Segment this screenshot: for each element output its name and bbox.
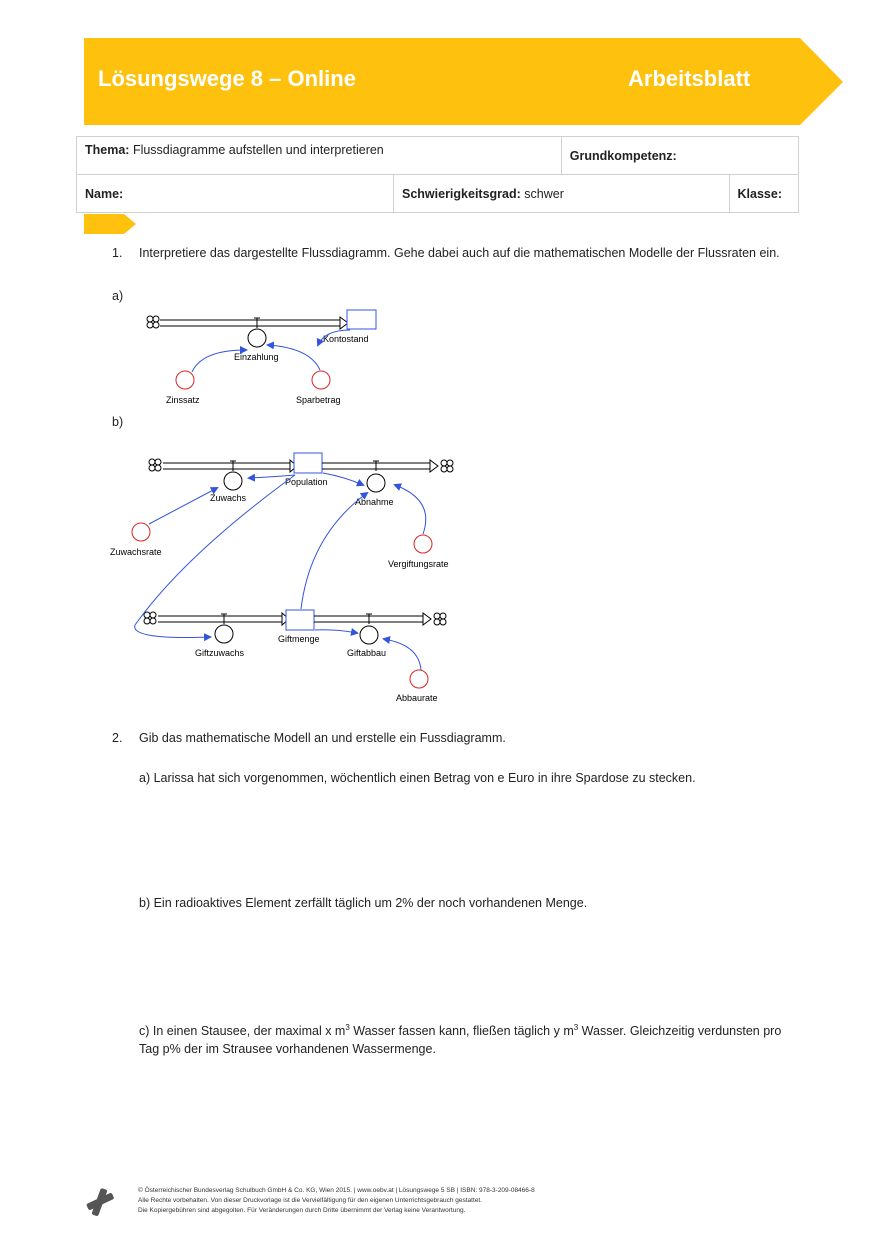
label-population: Population xyxy=(285,477,328,487)
stock-giftmenge xyxy=(286,610,314,630)
flow-valve-zuwachs xyxy=(224,472,242,490)
label-kontostand: Kontostand xyxy=(323,334,369,344)
schwierigkeit-value: schwer xyxy=(524,186,564,201)
task2-c-line1 xyxy=(139,1018,804,1041)
name-label: Name: xyxy=(85,186,124,201)
flow-diagram-b xyxy=(105,445,475,710)
document-type: Arbeitsblatt xyxy=(628,66,751,91)
footer-line2: Alle Rechte vorbehalten. Von dieser Druckvorlage ist die Vervielfältigung für den eigenen Unterrichtsgebrauch gestattet. xyxy=(138,1197,482,1204)
label-giftzuwachs: Giftzuwachs xyxy=(195,648,245,658)
publisher-logo-icon xyxy=(84,1186,116,1218)
header-banner xyxy=(0,0,890,130)
cloud-source-icon xyxy=(147,316,159,328)
flow-diagram-a xyxy=(140,300,420,415)
label-giftmenge: Giftmenge xyxy=(278,634,320,644)
footer-text xyxy=(138,1186,535,1216)
label-abbaurate: Abbaurate xyxy=(396,693,438,703)
task2-c-line2: Tag p% der im Strausee vorhandenen Wassermenge. xyxy=(139,1042,436,1056)
thema-label: Thema: xyxy=(85,143,130,157)
task2-c-sup1: 3 xyxy=(345,1023,350,1032)
thema-value: Flussdiagramme aufstellen und interpretieren xyxy=(132,143,384,157)
task1-part-a-label: a) xyxy=(112,289,124,303)
flow-valve-einzahlung xyxy=(248,329,266,347)
task2-b: b) Ein radioaktives Element zerfällt täglich um 2% der noch vorhandenen Menge. xyxy=(139,896,588,910)
label-einzahlung: Einzahlung xyxy=(234,352,279,362)
klasse-label: Klasse: xyxy=(737,186,783,201)
footer-line3: Die Kopiergebühren sind abgegolten. Für Veränderungen durch Dritte übernimmt der Verlag keine Verantwortung. xyxy=(138,1207,466,1214)
aux-abbaurate xyxy=(410,670,428,688)
task2-c-sup2: 3 xyxy=(573,1023,579,1032)
label-sparbetrag: Sparbetrag xyxy=(296,395,341,405)
label-abnahme: Abnahme xyxy=(355,497,394,507)
aux-zuwachsrate xyxy=(132,523,150,541)
task2-c-part1: c) In einen Stausee, der maximal x m xyxy=(139,1024,346,1039)
label-vergiftungsrate: Vergiftungsrate xyxy=(388,559,449,569)
schwierigkeit-cell xyxy=(394,175,730,213)
task2-c-part2: Wasser fassen kann, fließen täglich y m xyxy=(349,1024,574,1039)
aux-vergiftungsrate xyxy=(414,535,432,553)
task1-number: 1. xyxy=(112,246,123,260)
task1-text: Interpretiere das dargestellte Flussdiagramm. Gehe dabei auch auf die mathematischen Modelle der Flussraten ein. xyxy=(139,246,780,260)
flow-valve-giftzuwachs xyxy=(215,625,233,643)
label-zuwachs: Zuwachs xyxy=(210,493,247,503)
info-table xyxy=(76,136,799,213)
name-cell[interactable] xyxy=(77,175,394,213)
stock-kontostand xyxy=(347,310,376,329)
aux-zinssatz xyxy=(176,371,194,389)
label-giftabbau: Giftabbau xyxy=(347,648,387,658)
task2-c-part3: Wasser. Gleichzeitig verdunsten pro xyxy=(578,1024,782,1039)
aux-sparbetrag xyxy=(312,371,330,389)
label-zuwachsrate: Zuwachsrate xyxy=(110,547,162,557)
label-zinssatz: Zinssatz xyxy=(166,395,200,405)
stock-population xyxy=(294,453,322,473)
flow-valve-giftabbau xyxy=(360,626,378,644)
banner-shape xyxy=(0,0,890,130)
grundkompetenz-label: Grundkompetenz: xyxy=(569,148,677,163)
task1-part-b-label: b) xyxy=(112,415,124,429)
klasse-cell[interactable] xyxy=(729,175,798,213)
yellow-tab-marker xyxy=(84,214,136,234)
task2-a: a) Larissa hat sich vorgenommen, wöchentlich einen Betrag von e Euro in ihre Spardose zu stecken. xyxy=(139,771,696,785)
flow-valve-abnahme xyxy=(367,474,385,492)
schwierigkeit-label: Schwierigkeitsgrad: xyxy=(402,186,521,201)
footer-line1: © Österreichischer Bundesverlag Schulbuch GmbH & Co. KG, Wien 2015. | www.oebv.at | Lösungswege 5 SB | ISBN: 978-3-209-08466-8 xyxy=(138,1187,535,1194)
task2-number: 2. xyxy=(112,731,123,745)
grundkompetenz-cell[interactable] xyxy=(561,137,798,175)
thema-cell xyxy=(77,137,562,175)
page-title: Lösungswege 8 – Online xyxy=(98,66,356,91)
task2-text: Gib das mathematische Modell an und erstelle ein Fussdiagramm. xyxy=(139,731,506,745)
